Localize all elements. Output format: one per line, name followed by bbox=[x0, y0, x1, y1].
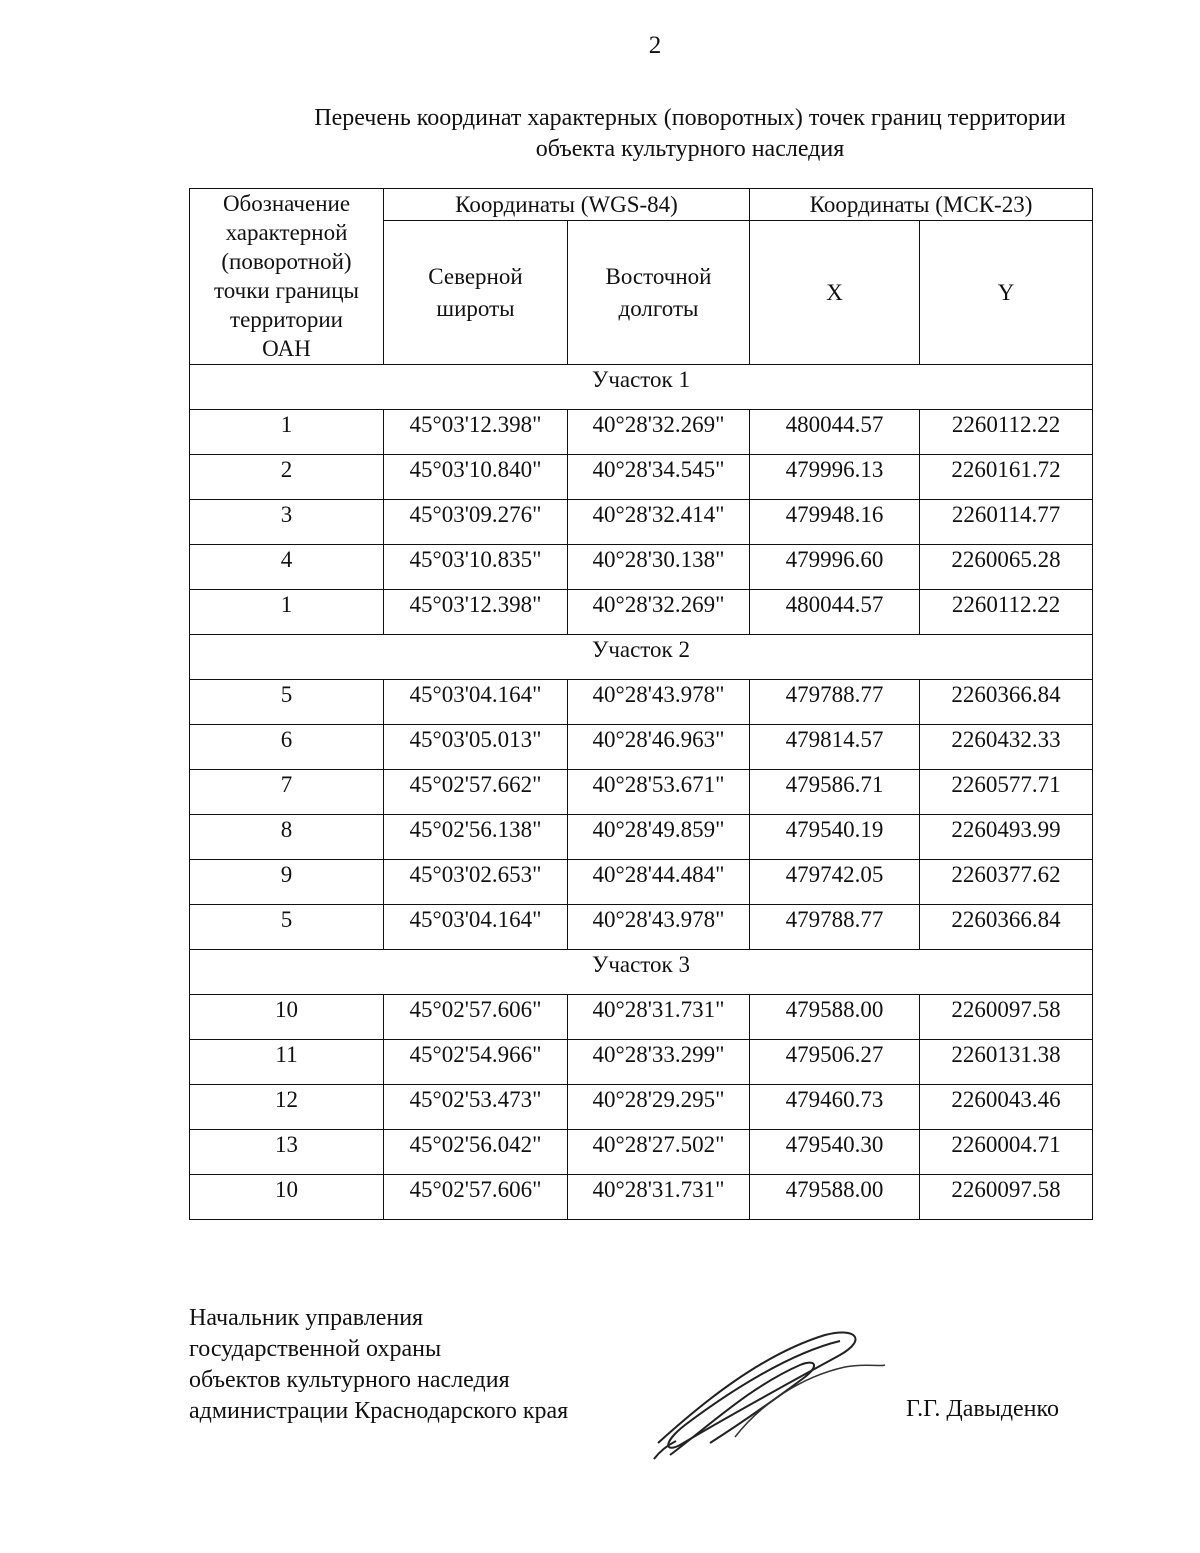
cell-x: 479460.73 bbox=[750, 1085, 920, 1130]
table-row bbox=[190, 860, 1093, 905]
cell-east: 40°28'34.545" bbox=[568, 455, 750, 500]
table-row bbox=[190, 815, 1093, 860]
cell-point: 4 bbox=[190, 545, 384, 590]
coordinates-table-body bbox=[190, 365, 1093, 1220]
cell-x: 479742.05 bbox=[750, 860, 920, 905]
cell-point: 10 bbox=[190, 1175, 384, 1220]
table-row bbox=[190, 995, 1093, 1040]
cell-point: 5 bbox=[190, 905, 384, 950]
cell-north: 45°02'56.042" bbox=[384, 1130, 568, 1175]
cell-y: 2260043.46 bbox=[920, 1085, 1093, 1130]
header-east-line: долготы bbox=[618, 295, 699, 321]
cell-east: 40°28'43.978" bbox=[568, 680, 750, 725]
signatory-position-line: государственной охраны bbox=[189, 1336, 442, 1362]
table-row bbox=[190, 1130, 1093, 1175]
table-row bbox=[190, 500, 1093, 545]
section-row bbox=[190, 950, 1093, 995]
cell-x: 479506.27 bbox=[750, 1040, 920, 1085]
cell-y: 2260577.71 bbox=[920, 770, 1093, 815]
cell-x: 479996.60 bbox=[750, 545, 920, 590]
cell-x: 480044.57 bbox=[750, 410, 920, 455]
cell-north: 45°03'12.398" bbox=[384, 590, 568, 635]
section-row bbox=[190, 635, 1093, 680]
section-title: Участок 3 bbox=[190, 950, 1093, 995]
cell-north: 45°03'10.835" bbox=[384, 545, 568, 590]
section-title: Участок 1 bbox=[190, 365, 1093, 410]
signatory-position-line: администрации Краснодарского края bbox=[189, 1398, 569, 1424]
cell-north: 45°03'02.653" bbox=[384, 860, 568, 905]
document-title bbox=[190, 103, 1190, 165]
header-designation-line: Обозначение bbox=[222, 191, 351, 216]
cell-east: 40°28'32.269" bbox=[568, 410, 750, 455]
table-row bbox=[190, 725, 1093, 770]
cell-x: 479948.16 bbox=[750, 500, 920, 545]
cell-point: 6 bbox=[190, 725, 384, 770]
cell-point: 11 bbox=[190, 1040, 384, 1085]
coordinates-table bbox=[189, 188, 1093, 1220]
cell-east: 40°28'32.269" bbox=[568, 590, 750, 635]
header-north-latitude bbox=[384, 221, 568, 365]
signatory-position-line: Начальник управления bbox=[189, 1305, 424, 1331]
document-title-line-1: Перечень координат характерных (поворотных) точек границ территории bbox=[314, 105, 1066, 131]
cell-y: 2260161.72 bbox=[920, 455, 1093, 500]
cell-y: 2260004.71 bbox=[920, 1130, 1093, 1175]
header-designation-line: (поворотной) bbox=[221, 249, 352, 274]
handwritten-signature bbox=[640, 1325, 890, 1465]
cell-north: 45°03'09.276" bbox=[384, 500, 568, 545]
cell-east: 40°28'30.138" bbox=[568, 545, 750, 590]
cell-east: 40°28'46.963" bbox=[568, 725, 750, 770]
cell-east: 40°28'31.731" bbox=[568, 1175, 750, 1220]
cell-point: 8 bbox=[190, 815, 384, 860]
header-designation-line: точки границы bbox=[214, 278, 359, 303]
header-x: X bbox=[750, 221, 920, 365]
cell-x: 479996.13 bbox=[750, 455, 920, 500]
cell-y: 2260493.99 bbox=[920, 815, 1093, 860]
cell-north: 45°03'04.164" bbox=[384, 680, 568, 725]
signatory-position bbox=[189, 1303, 568, 1427]
table-row bbox=[190, 680, 1093, 725]
cell-y: 2260366.84 bbox=[920, 680, 1093, 725]
cell-north: 45°02'57.662" bbox=[384, 770, 568, 815]
document-title-line-2: объекта культурного наследия bbox=[535, 136, 845, 162]
cell-y: 2260377.62 bbox=[920, 860, 1093, 905]
cell-x: 480044.57 bbox=[750, 590, 920, 635]
cell-x: 479588.00 bbox=[750, 1175, 920, 1220]
table-row bbox=[190, 1085, 1093, 1130]
cell-point: 1 bbox=[190, 590, 384, 635]
header-designation-line: территории bbox=[230, 307, 343, 332]
cell-north: 45°03'05.013" bbox=[384, 725, 568, 770]
cell-north: 45°02'54.966" bbox=[384, 1040, 568, 1085]
signer-name: Г.Г. Давыденко bbox=[906, 1396, 1059, 1422]
cell-point: 1 bbox=[190, 410, 384, 455]
cell-point: 12 bbox=[190, 1085, 384, 1130]
table-row bbox=[190, 770, 1093, 815]
cell-y: 2260112.22 bbox=[920, 590, 1093, 635]
header-designation-line: характерной bbox=[225, 220, 348, 245]
cell-east: 40°28'33.299" bbox=[568, 1040, 750, 1085]
header-north-line: Северной bbox=[428, 263, 523, 289]
section-title: Участок 2 bbox=[190, 635, 1093, 680]
cell-east: 40°28'53.671" bbox=[568, 770, 750, 815]
header-msk23: Координаты (МСК-23) bbox=[750, 189, 1093, 221]
cell-y: 2260112.22 bbox=[920, 410, 1093, 455]
table-row bbox=[190, 590, 1093, 635]
header-designation bbox=[190, 189, 384, 365]
cell-point: 5 bbox=[190, 680, 384, 725]
table-row bbox=[190, 455, 1093, 500]
cell-point: 13 bbox=[190, 1130, 384, 1175]
cell-x: 479788.77 bbox=[750, 905, 920, 950]
signatory-position-line: объектов культурного наследия bbox=[189, 1367, 510, 1393]
cell-north: 45°02'53.473" bbox=[384, 1085, 568, 1130]
cell-east: 40°28'31.731" bbox=[568, 995, 750, 1040]
cell-point: 2 bbox=[190, 455, 384, 500]
cell-point: 9 bbox=[190, 860, 384, 905]
header-east-longitude bbox=[568, 221, 750, 365]
header-wgs84: Координаты (WGS-84) bbox=[384, 189, 750, 221]
page-number: 2 bbox=[648, 32, 662, 59]
cell-north: 45°02'56.138" bbox=[384, 815, 568, 860]
header-designation-line: ОАН bbox=[262, 336, 311, 361]
cell-y: 2260432.33 bbox=[920, 725, 1093, 770]
cell-y: 2260065.28 bbox=[920, 545, 1093, 590]
cell-x: 479588.00 bbox=[750, 995, 920, 1040]
cell-y: 2260097.58 bbox=[920, 995, 1093, 1040]
table-row bbox=[190, 1175, 1093, 1220]
cell-north: 45°03'04.164" bbox=[384, 905, 568, 950]
table-row bbox=[190, 545, 1093, 590]
cell-east: 40°28'44.484" bbox=[568, 860, 750, 905]
cell-north: 45°03'12.398" bbox=[384, 410, 568, 455]
cell-x: 479540.30 bbox=[750, 1130, 920, 1175]
cell-east: 40°28'32.414" bbox=[568, 500, 750, 545]
cell-north: 45°02'57.606" bbox=[384, 1175, 568, 1220]
header-y: Y bbox=[920, 221, 1093, 365]
cell-y: 2260114.77 bbox=[920, 500, 1093, 545]
cell-y: 2260131.38 bbox=[920, 1040, 1093, 1085]
cell-point: 10 bbox=[190, 995, 384, 1040]
cell-east: 40°28'49.859" bbox=[568, 815, 750, 860]
table-row bbox=[190, 410, 1093, 455]
header-east-line: Восточной bbox=[605, 263, 712, 289]
cell-x: 479586.71 bbox=[750, 770, 920, 815]
cell-point: 7 bbox=[190, 770, 384, 815]
table-row bbox=[190, 1040, 1093, 1085]
header-north-line: широты bbox=[436, 295, 515, 321]
cell-east: 40°28'29.295" bbox=[568, 1085, 750, 1130]
cell-y: 2260366.84 bbox=[920, 905, 1093, 950]
cell-north: 45°02'57.606" bbox=[384, 995, 568, 1040]
section-row bbox=[190, 365, 1093, 410]
cell-x: 479814.57 bbox=[750, 725, 920, 770]
table-row bbox=[190, 905, 1093, 950]
cell-x: 479540.19 bbox=[750, 815, 920, 860]
cell-y: 2260097.58 bbox=[920, 1175, 1093, 1220]
cell-east: 40°28'27.502" bbox=[568, 1130, 750, 1175]
cell-x: 479788.77 bbox=[750, 680, 920, 725]
cell-point: 3 bbox=[190, 500, 384, 545]
cell-east: 40°28'43.978" bbox=[568, 905, 750, 950]
cell-north: 45°03'10.840" bbox=[384, 455, 568, 500]
